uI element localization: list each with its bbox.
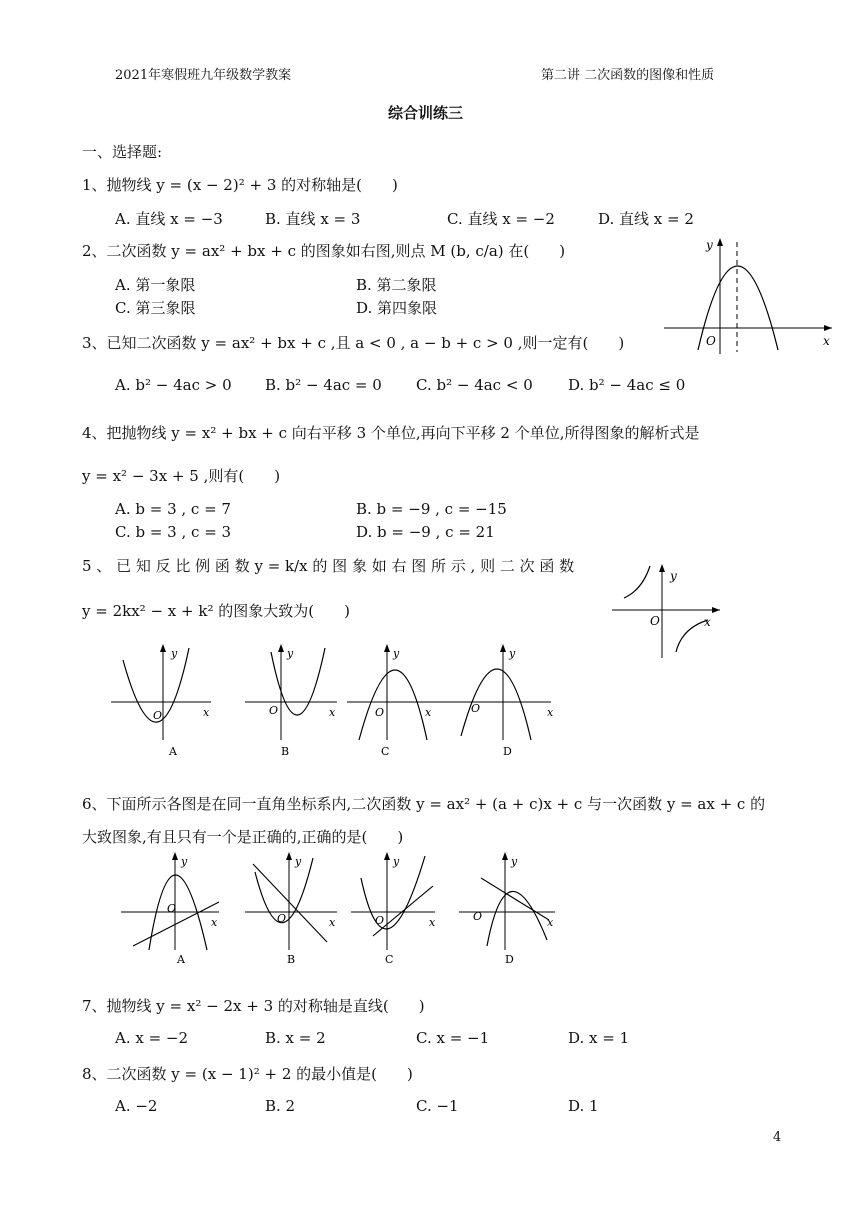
svg-text:y: y xyxy=(287,647,294,660)
q7-option-a: A. x = −2 xyxy=(115,1029,189,1047)
svg-text:y: y xyxy=(171,647,178,660)
q8-option-c: C. −1 xyxy=(416,1097,459,1115)
q2-option-a: A. 第一象限 xyxy=(115,276,196,294)
q7-option-c: C. x = −1 xyxy=(416,1029,490,1047)
svg-text:y: y xyxy=(509,647,516,660)
q1-option-c: C. 直线 x = −2 xyxy=(447,210,555,228)
q6-option-graphs xyxy=(115,850,565,970)
svg-text:x: x xyxy=(329,706,336,719)
q2-y-label: y xyxy=(706,238,713,252)
q2-x-label: x xyxy=(823,334,830,348)
q6-label-c: C xyxy=(385,953,394,966)
svg-text:O: O xyxy=(375,706,385,719)
svg-text:x: x xyxy=(203,706,210,719)
q6-graph-a xyxy=(121,852,219,966)
q5-label-c: C xyxy=(381,745,390,758)
q4-text-line2: y = x² − 3x + 5 ,则有( ) xyxy=(82,467,281,485)
q6-label-b: B xyxy=(287,953,296,966)
q5-text-line1: 5 、 已 知 反 比 例 函 数 y = k/x 的 图 象 如 右 图 所 示 , 则 二 次 函 数 xyxy=(82,557,575,575)
svg-text:O: O xyxy=(167,902,177,915)
q5-graph-a xyxy=(111,644,211,758)
q7-option-b: B. x = 2 xyxy=(265,1029,326,1047)
svg-text:x: x xyxy=(425,706,432,719)
q7-option-d: D. x = 1 xyxy=(568,1029,630,1047)
q6-label-d: D xyxy=(505,953,514,966)
svg-text:x: x xyxy=(547,916,554,929)
svg-text:O: O xyxy=(471,702,481,715)
q5-text-line2: y = 2kx² − x + k² 的图象大致为( ) xyxy=(82,602,350,620)
q3-option-b: B. b² − 4ac = 0 xyxy=(265,376,382,394)
q1-option-b: B. 直线 x = 3 xyxy=(265,210,361,228)
header-left: 2021年寒假班九年级数学教案 xyxy=(115,68,292,83)
section-heading: 一、选择题: xyxy=(82,143,163,161)
q6-text-line1: 6、下面所示各图是在同一直角坐标系内,二次函数 y = ax² + (a + c)x + c 与一次函数 y = ax + c 的 xyxy=(82,795,766,813)
q8-option-d: D. 1 xyxy=(568,1097,599,1115)
svg-text:O: O xyxy=(153,709,163,722)
svg-text:y: y xyxy=(393,647,400,660)
q3-text: 3、已知二次函数 y = ax² + bx + c ,且 a < 0 , a − b + c > 0 ,则一定有( ) xyxy=(82,334,625,352)
q5-graph-c xyxy=(347,644,435,758)
svg-text:O: O xyxy=(269,704,279,717)
q7-text: 7、抛物线 y = x² − 2x + 3 的对称轴是直线( ) xyxy=(82,997,425,1015)
q5-x-label: x xyxy=(704,615,711,629)
q4-text-line1: 4、把抛物线 y = x² + bx + c 向右平移 3 个单位,再向下平移 2 个单位,所得图象的解析式是 xyxy=(82,424,700,442)
q1-option-a: A. 直线 x = −3 xyxy=(115,210,223,228)
svg-text:O: O xyxy=(277,912,287,925)
q8-text: 8、二次函数 y = (x − 1)² + 2 的最小值是( ) xyxy=(82,1065,413,1083)
q4-option-a: A. b = 3 , c = 7 xyxy=(115,500,231,518)
page-title: 综合训练三 xyxy=(388,104,464,122)
svg-text:x: x xyxy=(429,916,436,929)
header-right: 第二讲 二次函数的图像和性质 xyxy=(541,68,715,83)
svg-text:y: y xyxy=(393,855,400,868)
q4-option-d: D. b = −9 , c = 21 xyxy=(356,523,495,541)
q5-origin-label: O xyxy=(650,614,660,628)
q5-label-a: A xyxy=(169,745,177,758)
q6-graph-b xyxy=(245,852,337,966)
q8-option-b: B. 2 xyxy=(265,1097,296,1115)
q2-option-c: C. 第三象限 xyxy=(115,299,196,317)
svg-text:O: O xyxy=(473,910,483,923)
q5-graph-b xyxy=(245,644,337,758)
q4-option-c: C. b = 3 , c = 3 xyxy=(115,523,232,541)
q3-option-a: A. b² − 4ac > 0 xyxy=(115,376,232,394)
svg-text:y: y xyxy=(181,855,188,868)
q2-origin-label: O xyxy=(706,334,716,348)
q5-label-d: D xyxy=(503,745,512,758)
q5-label-b: B xyxy=(281,745,290,758)
q3-option-c: C. b² − 4ac < 0 xyxy=(416,376,533,394)
q5-option-graphs xyxy=(105,640,565,765)
svg-text:x: x xyxy=(547,706,554,719)
q5-y-label: y xyxy=(670,569,677,583)
q5-graph-d xyxy=(435,644,554,758)
q6-text-line2: 大致图象,有且只有一个是正确的,正确的是( ) xyxy=(82,828,404,846)
q1-text: 1、抛物线 y = (x − 2)² + 3 的对称轴是( ) xyxy=(82,176,398,194)
q4-option-b: B. b = −9 , c = −15 xyxy=(356,500,507,518)
q2-parabola-figure xyxy=(660,232,840,357)
q1-option-d: D. 直线 x = 2 xyxy=(598,210,694,228)
svg-text:y: y xyxy=(511,855,518,868)
q6-graph-d xyxy=(459,852,555,966)
q2-text: 2、二次函数 y = ax² + bx + c 的图象如右图,则点 M (b, c/a) 在( ) xyxy=(82,242,566,260)
q2-option-b: B. 第二象限 xyxy=(356,276,437,294)
q6-label-a: A xyxy=(177,953,185,966)
svg-text:O: O xyxy=(375,914,385,927)
page-number: 4 xyxy=(773,1130,782,1145)
q8-option-a: A. −2 xyxy=(115,1097,158,1115)
q6-graph-c xyxy=(351,852,436,966)
q3-option-d: D. b² − 4ac ≤ 0 xyxy=(568,376,686,394)
svg-text:y: y xyxy=(295,855,302,868)
svg-text:x: x xyxy=(211,916,218,929)
q2-option-d: D. 第四象限 xyxy=(356,299,438,317)
svg-text:x: x xyxy=(329,916,336,929)
q5-hyperbola-figure xyxy=(610,560,725,660)
